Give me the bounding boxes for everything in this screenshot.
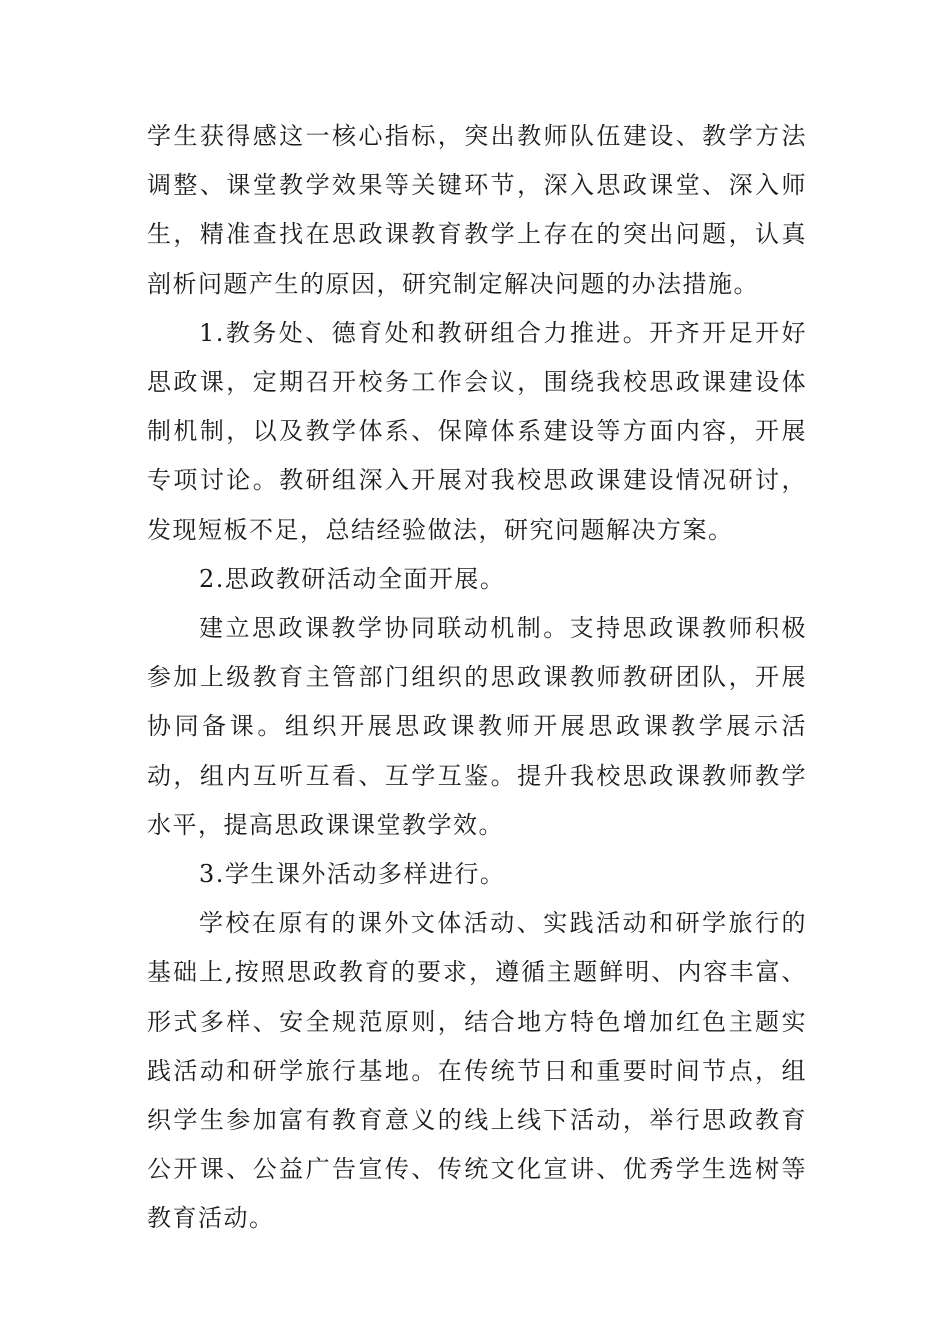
paragraph-item-2-body: 建立思政课教学协同联动机制。支持思政课教师积极参加上级教育主管部门组织的思政课教师教研团队，开展协同备课。组织开展思政课教师开展思政课教学展示活动，组内互听互看、互学互鉴。提升我校思政课教师教学水平，提高思政课课堂教学效。	[147, 614, 807, 839]
paragraph-item-1: 1.教务处、德育处和教研组合力推进。开齐开足开好思政课，定期召开校务工作会议，围绕我校思政课建设体制机制，以及教学体系、保障体系建设等方面内容，开展专项讨论。教研组深入开展对我校思政课建设情况研讨，发现短板不足，总结经验做法，研究问题解决方案。	[147, 318, 807, 544]
paragraph-item-3-body: 学校在原有的课外文体活动、实践活动和研学旅行的基础上,按照思政教育的要求，遵循主题鲜明、内容丰富、形式多样、安全规范原则，结合地方特色增加红色主题实践活动和研学旅行基地。在传统节日和重要时间节点，组织学生参加富有教育意义的线上线下活动，举行思政教育公开课、公益广告宣传、传统文化宣讲、优秀学生选树等教育活动。	[147, 909, 807, 1233]
body-text	[147, 112, 807, 1244]
paragraph-item-3-heading: 3.学生课外活动多样进行。	[199, 860, 506, 889]
paragraph-item-2-heading: 2.思政教研活动全面开展。	[199, 564, 506, 593]
paragraph-continuation: 学生获得感这一核心指标，突出教师队伍建设、教学方法调整、课堂教学效果等关键环节，深入思政课堂、深入师生，精准查找在思政课教育教学上存在的突出问题，认真剖析问题产生的原因，研究制定解决问题的办法措施。	[147, 122, 807, 298]
